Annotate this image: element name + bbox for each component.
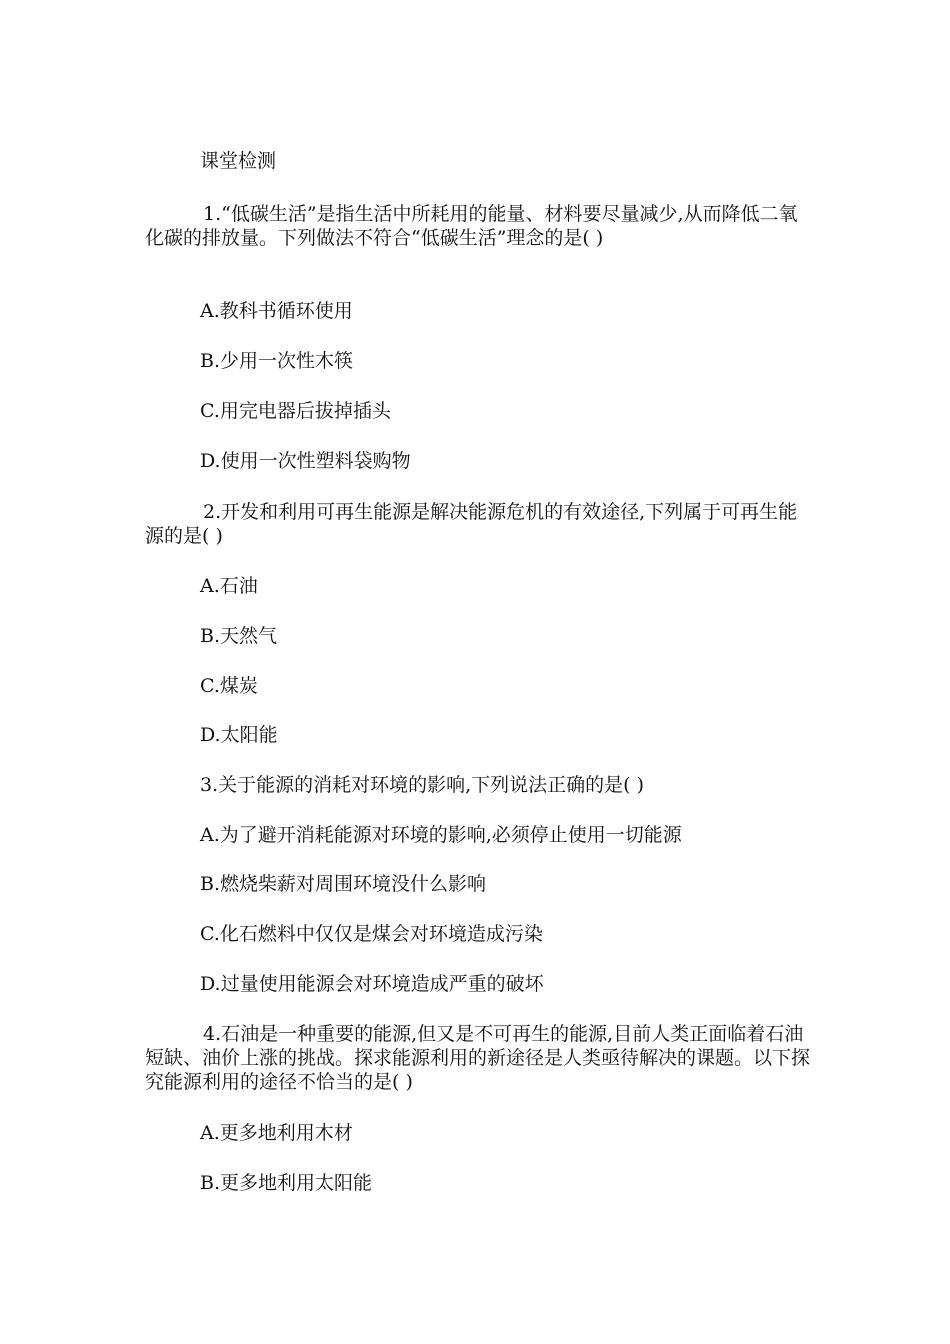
question-1-option-a: A.教科书循环使用 [200, 300, 353, 322]
question-1-option-c: C.用完电器后拔掉插头 [200, 400, 391, 422]
question-4-stem: 4.石油是一种重要的能源,但又是不可再生的能源,目前人类正面临着石油短缺、油价上涨的挑战。探求能源利用的新途径是人类亟待解决的课题。以下探究能源利用的途径不恰当的是( ) [145, 1023, 811, 1093]
question-1-option-b: B.少用一次性木筷 [200, 350, 354, 372]
question-3-option-a: A.为了避开消耗能源对环境的影响,必须停止使用一切能源 [200, 824, 682, 846]
question-3-stem: 3.关于能源的消耗对环境的影响,下列说法正确的是( ) [200, 774, 645, 796]
question-2-option-b: B.天然气 [200, 625, 278, 647]
question-1-option-d: D.使用一次性塑料袋购物 [200, 450, 411, 472]
question-1-stem: 1.“低碳生活”是指生活中所耗用的能量、材料要尽量减少,从而降低二氧化碳的排放量。下列做法不符合“低碳生活”理念的是( ) [145, 203, 798, 249]
question-2-option-d: D.太阳能 [200, 724, 278, 746]
question-3-option-c: C.化石燃料中仅仅是煤会对环境造成污染 [200, 923, 543, 945]
question-3-option-b: B.燃烧柴薪对周围环境没什么影响 [200, 873, 487, 895]
question-4-option-a: A.更多地利用木材 [200, 1122, 353, 1144]
question-2-stem: 2.开发和利用可再生能源是解决能源危机的有效途径,下列属于可再生能源的是( ) [145, 501, 798, 547]
question-4-option-b: B.更多地利用太阳能 [200, 1172, 373, 1194]
section-heading: 课堂检测 [200, 150, 277, 172]
question-2-option-a: A.石油 [200, 575, 258, 597]
question-3-option-d: D.过量使用能源会对环境造成严重的破坏 [200, 973, 544, 995]
question-2-option-c: C.煤炭 [200, 675, 258, 697]
